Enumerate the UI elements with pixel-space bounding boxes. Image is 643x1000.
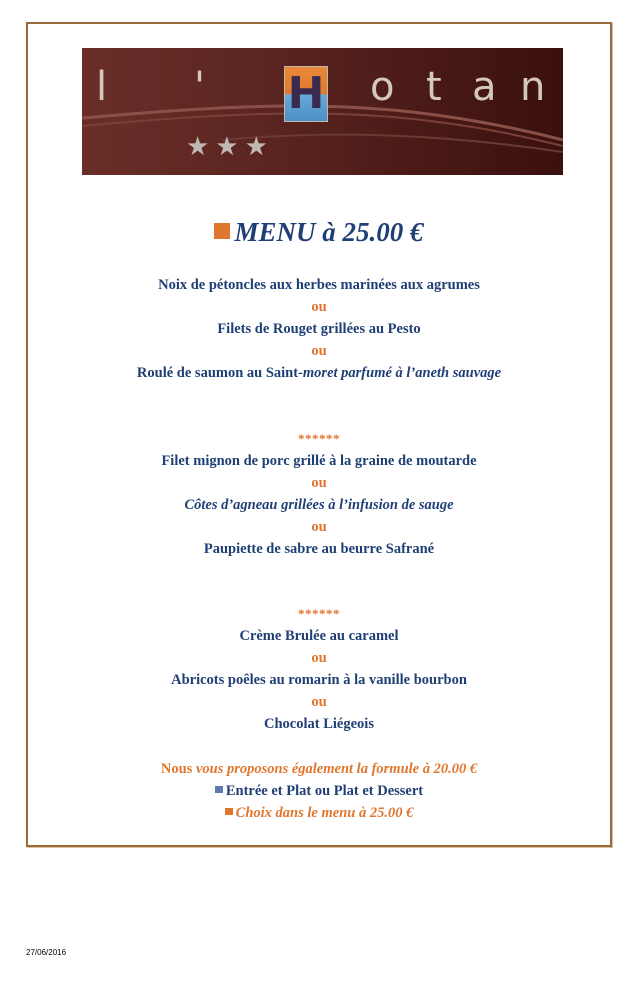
formula-intro-part: Nous — [160, 761, 196, 777]
formula-intro — [26, 760, 612, 778]
hotel-logo — [82, 48, 563, 175]
course-separator: ****** — [298, 606, 340, 621]
starter-item: Filets de Rouget grillées au Pesto — [217, 321, 421, 337]
or-label: ou — [311, 650, 327, 666]
starter-item — [26, 364, 612, 382]
logo-stars: ★★★ — [186, 132, 274, 162]
or-label: ou — [311, 519, 327, 535]
logo-letter: n — [520, 64, 546, 110]
main-item: Paupiette de sabre au beurre Safrané — [203, 541, 435, 557]
logo-letter: l — [96, 64, 108, 110]
formula-option-text: Entrée et Plat ou Plat et Dessert — [225, 783, 424, 799]
dessert-item: Abricots poêles au romarin à la vanille bourbon — [171, 672, 467, 688]
blue-square-icon — [215, 786, 223, 793]
menu-title — [26, 216, 612, 248]
or-label: ou — [311, 694, 327, 710]
starter-item-part-italic: moret parfumé à l’aneth sauvage — [302, 365, 502, 381]
course-separator: ****** — [298, 431, 340, 446]
or-label: ou — [311, 343, 327, 359]
logo-letter: ' — [194, 64, 205, 110]
logo-h-box — [284, 66, 328, 122]
orange-square-icon — [214, 223, 230, 239]
dessert-item: Crème Brulée au caramel — [239, 628, 399, 644]
formula-intro-part-italic: vous proposons également la formule à 20.00 € — [195, 761, 478, 777]
logo-h-letter: H — [287, 68, 325, 119]
formula-option-text: Choix dans le menu à 25.00 € — [235, 805, 414, 821]
main-item: Filet mignon de porc grillé à la graine de moutarde — [161, 453, 477, 469]
logo-letter: o — [370, 64, 395, 110]
or-label: ou — [311, 299, 327, 315]
print-date: 27/06/2016 — [26, 948, 67, 957]
formula-option — [26, 782, 612, 800]
main-item: Côtes d’agneau grillées à l’infusion de sauge — [184, 497, 454, 513]
logo-letter: t — [426, 64, 442, 110]
orange-square-icon — [225, 808, 233, 815]
formula-option — [26, 804, 612, 822]
logo-letter: a — [472, 64, 497, 110]
starter-item: Noix de pétoncles aux herbes marinées aux agrumes — [158, 277, 480, 293]
menu-title-text: MENU à 25.00 € — [234, 217, 424, 247]
dessert-item: Chocolat Liégeois — [264, 716, 374, 732]
starter-item-part: Roulé de saumon au Saint- — [136, 365, 303, 381]
or-label: ou — [311, 475, 327, 491]
